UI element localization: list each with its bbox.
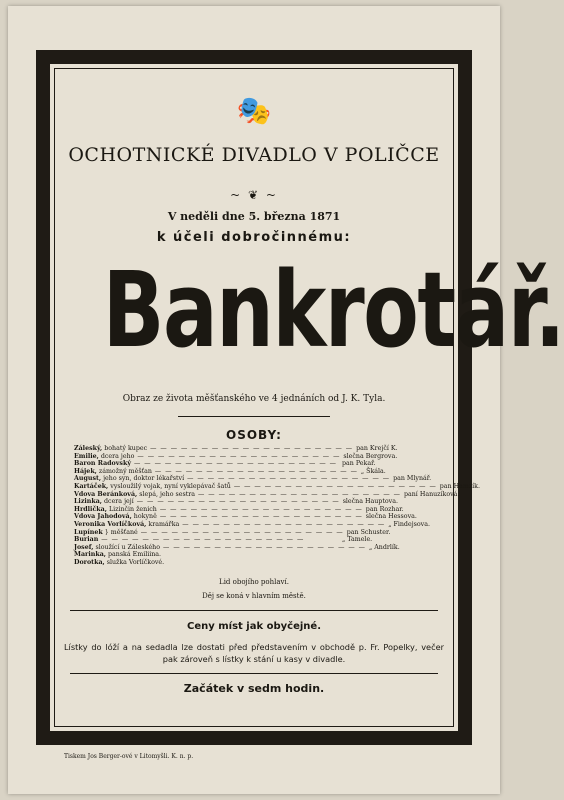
cast-role bbox=[74, 506, 157, 514]
cast-actor: „ Škála. bbox=[360, 467, 386, 475]
cast-leader-dashes: — — — — — — — — — — — — — — — — — — — — bbox=[140, 528, 344, 536]
cast-leader-dashes: — — — — — — — — — — — — — — — — — — — — bbox=[137, 452, 341, 460]
cast-role-name: Emilie, bbox=[74, 452, 99, 460]
cast-role bbox=[74, 460, 131, 468]
cast-leader-dashes: — — — — — — — — — — — — — — — — — — — — bbox=[150, 445, 354, 452]
ornament-divider: ~ ❦ ~ bbox=[230, 188, 278, 202]
cast-role-desc: služka Vorlíčkové. bbox=[104, 558, 165, 566]
cast-actor: pan Schuster. bbox=[346, 528, 391, 536]
cast-role-name: Josef, bbox=[74, 543, 94, 551]
cast-row bbox=[74, 453, 434, 461]
cast-role bbox=[74, 559, 164, 567]
cast-row bbox=[74, 506, 434, 514]
cast-leader-dashes: — — — — — — — — — — — — — — — — — — — — bbox=[187, 475, 391, 483]
cast-actor bbox=[342, 559, 434, 567]
cast-role-name: Lupínek bbox=[74, 528, 103, 536]
divider-rule bbox=[70, 610, 438, 611]
cast-role-name: Lizinka, bbox=[74, 498, 103, 506]
cast-role bbox=[74, 513, 157, 521]
cast-role-desc: bohatý kupec bbox=[102, 445, 148, 452]
cast-role-desc: dcera její bbox=[102, 498, 134, 506]
cast-role bbox=[74, 491, 195, 499]
performance-date: V neděli dne 5. března 1871 bbox=[167, 210, 341, 223]
cast-role bbox=[74, 536, 98, 544]
cast-row bbox=[74, 513, 434, 521]
cast-role-name: Dorotka, bbox=[74, 558, 105, 566]
cast-role-name: Vdova Beránková, bbox=[74, 490, 138, 498]
cast-row bbox=[74, 475, 434, 483]
cast-row bbox=[74, 559, 434, 567]
cast-leader-dashes: — — — — — — — — — — — — — — — — — — — — bbox=[198, 490, 401, 498]
cast-leader-dashes: — — — — — — — — — — — — — — — — — — — — bbox=[159, 513, 363, 521]
cast-role-name: Kartáček, bbox=[74, 482, 109, 490]
cast-role-name: Veronika Vorlíčková, bbox=[74, 520, 147, 528]
cast-heading: OSOBY: bbox=[226, 428, 282, 442]
cast-leader-dashes: — — — — — — — — — — — — — — — — — — — — bbox=[163, 543, 366, 551]
cast-row bbox=[74, 445, 434, 453]
divider-rule bbox=[178, 416, 330, 417]
cast-actor bbox=[342, 551, 434, 559]
cast-role bbox=[74, 529, 138, 537]
cast-leader-dashes: — — — — — — — — — — — — — — — — — — — — bbox=[182, 520, 386, 528]
cast-role-name: Hrdlička, bbox=[74, 505, 107, 513]
play-title: Bankrotář. bbox=[102, 249, 564, 371]
cast-actor: pan Pekař. bbox=[342, 460, 376, 468]
cast-leader-dashes: — — — — — — — — — — — — — — — — — — — — bbox=[136, 498, 340, 506]
cast-actor: „ Findejsova. bbox=[388, 520, 430, 528]
start-time: Začátek v sedm hodin. bbox=[183, 682, 325, 695]
cast-role bbox=[74, 544, 160, 552]
cast-actor: „ Tamele. bbox=[342, 536, 373, 544]
cast-leader-dashes: — — — — — — — — — — — — — — — — — — — — bbox=[233, 482, 437, 490]
cast-role bbox=[74, 483, 231, 491]
cast-role-desc: hokyně bbox=[131, 513, 157, 521]
cast-leader-dashes: — — — — — — — — — — — — — — — — — — — — bbox=[133, 460, 337, 468]
cast-role bbox=[74, 445, 147, 453]
cast-role-desc: Lizinčin ženich bbox=[106, 505, 157, 513]
cast-actor: paní Hanuzíková. bbox=[403, 490, 460, 498]
cast-row bbox=[74, 544, 434, 552]
cast-row bbox=[74, 551, 434, 559]
cast-role-name: August, bbox=[74, 475, 102, 483]
cast-role-name: Burian bbox=[74, 536, 99, 544]
cast-role bbox=[74, 521, 179, 529]
performance-purpose: k účeli dobročinnému: bbox=[156, 230, 352, 245]
cast-row bbox=[74, 490, 460, 499]
cast-role-desc: sloužící u Záleského bbox=[93, 543, 161, 551]
cast-role bbox=[74, 475, 184, 483]
cast-actor: pan Mlynář. bbox=[393, 475, 432, 483]
cast-list bbox=[74, 445, 480, 567]
theatre-name: OCHOTNICKÉ DIVADLO V POLIČCE bbox=[68, 144, 440, 166]
play-subtitle: Obraz ze života měšťanského ve 4 jednáních od J. K. Tyla. bbox=[122, 394, 386, 404]
cast-role-desc: panská Emiliina. bbox=[105, 551, 162, 559]
cast-actor: slečna Hessova. bbox=[365, 513, 417, 521]
cast-actor: pan Krejčí K. bbox=[356, 445, 398, 452]
cast-leader-dashes bbox=[167, 559, 339, 567]
cast-leader-dashes: — — — — — — — — — — — — — — — — — — — — bbox=[159, 505, 363, 513]
cast-row bbox=[74, 536, 434, 544]
cast-actor: „ Andrlík. bbox=[368, 543, 400, 551]
cast-role-name: Vdova Jahodová, bbox=[74, 513, 132, 521]
cast-actor: slečna Hauptova. bbox=[342, 498, 398, 506]
cast-role-desc: slepá, jeho sestra bbox=[137, 490, 195, 498]
cast-row bbox=[74, 482, 480, 491]
divider-rule bbox=[70, 673, 438, 674]
cast-leader-dashes bbox=[164, 551, 339, 559]
cast-row bbox=[74, 521, 434, 529]
cast-role-desc: vysloužilý vojak, nyní vyklepávač šatů bbox=[108, 482, 231, 490]
tickets-note: Lístky do lóží a na sedadla lze dostati před představením v obchodě p. Fr. Popelky, večer pak zároveň s lístky k stání u kasy v divadle. bbox=[64, 642, 444, 664]
cast-actor: pan Hamzík. bbox=[439, 482, 480, 490]
cast-role-name: Baron Radovský bbox=[74, 460, 131, 468]
cast-role bbox=[74, 551, 161, 559]
cast-role-name: Hájek, bbox=[74, 467, 97, 475]
cast-row bbox=[74, 460, 434, 468]
cast-role-name: Marinka, bbox=[74, 551, 106, 559]
cast-leader-dashes: — — — — — — — — — — — — — — — — — — — — bbox=[101, 536, 305, 544]
cast-role-desc: } měšťané bbox=[102, 528, 138, 536]
theatre-masks-icon: 🎭 bbox=[236, 94, 272, 127]
cast-role bbox=[74, 453, 134, 461]
cast-actor: slečna Bergrova. bbox=[343, 452, 398, 460]
cast-note-place: Děj se koná v hlavním městě. bbox=[202, 592, 306, 600]
cast-role bbox=[74, 468, 152, 476]
printer-credit: Tiskem Jos Berger-ové v Litomyšli. K. n. p. bbox=[64, 753, 194, 760]
cast-role-name: Záleský, bbox=[74, 445, 103, 452]
prices-note: Ceny míst jak obyčejné. bbox=[187, 621, 321, 632]
cast-role-desc: dcera jeho bbox=[98, 452, 135, 460]
cast-note-people: Lid obojího pohlaví. bbox=[219, 578, 289, 586]
cast-row bbox=[74, 498, 434, 506]
cast-role-desc: jeho syn, doktor lékařství bbox=[101, 475, 185, 483]
cast-row bbox=[74, 468, 434, 476]
cast-leader-dashes: — — — — — — — — — — — — — — — — — — — — bbox=[154, 467, 358, 475]
cast-row bbox=[74, 529, 434, 537]
cast-actor: pan Rozhar. bbox=[365, 505, 404, 513]
poster-content bbox=[60, 72, 564, 722]
cast-role bbox=[74, 498, 134, 506]
cast-role-desc: kramářka bbox=[146, 520, 180, 528]
cast-role-desc: zámožný měšťan bbox=[96, 467, 152, 475]
